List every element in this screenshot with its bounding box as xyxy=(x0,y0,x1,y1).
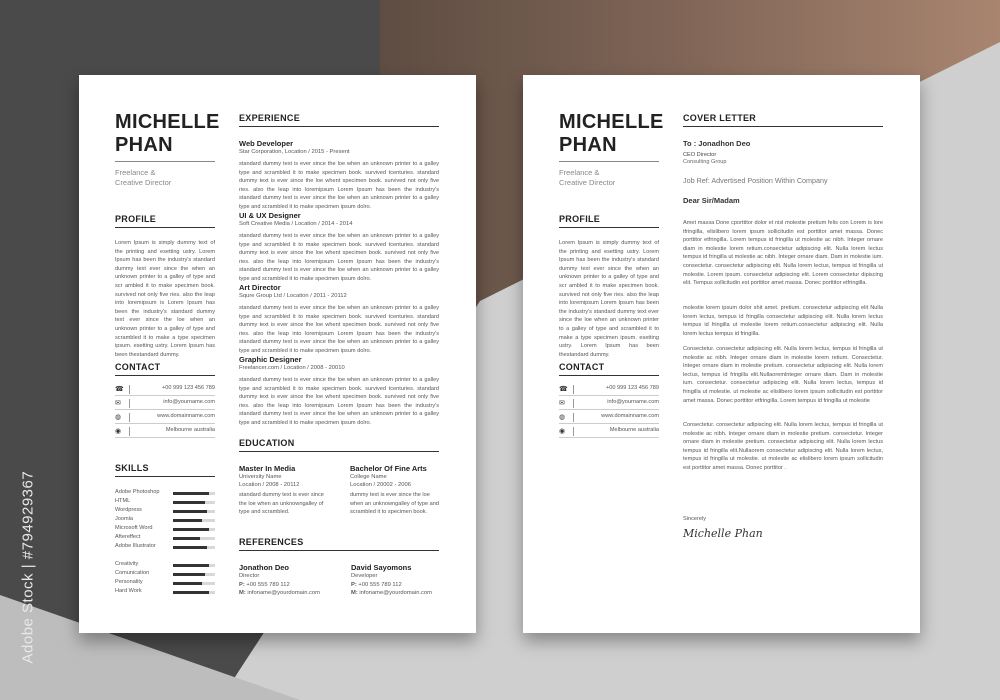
reference-phone-label: P: xyxy=(351,582,357,588)
job-subtitle: Soft Creative Media / Location / 2014 - 2014 xyxy=(239,221,353,227)
education-description: standard dummy text is ever since the loe when an unknowngalley of type and scrambled. xyxy=(239,492,324,516)
phone-icon: ☎ xyxy=(115,386,124,393)
contact-line xyxy=(115,423,215,424)
signature: Michelle Phan xyxy=(683,527,763,540)
skill-level xyxy=(173,537,200,540)
contact-line xyxy=(559,395,659,396)
skill-level xyxy=(173,591,209,594)
globe-icon: ◍ xyxy=(115,414,122,421)
job-title: UI & UX Designer xyxy=(239,211,301,220)
skill-row xyxy=(115,579,215,588)
skill-bar xyxy=(173,519,215,522)
cover-contact-row xyxy=(559,398,659,410)
cover-contact-rule xyxy=(559,375,659,376)
letter-paragraph-1: Amet massa Done cporttitor dolor et nisl molestie pretium felis con Lorem is lore tfringilla, elislibero lorem ipsum sollicitudin est porttitor amet massa. Donec porttitor etfringilla. Lorem tempus id fringilla ut molestie ac nibh. Integer ornare diam in molestie lorem retium.consectetur adipiscing elit. Nulla lorem lectus tempus id fringilla ut molestie ac nibh. Integer ornare diam. Dam in molestie ium. consectetur. consectetur adipiscing elit. Nulla lorem lectus, tempus id fringilla ut molestie. Lorem ipsum. consectetur adipiscing elit. Lorem consectetur dipiscing elit. Tempus sollicitudin est porttitor amet massa. Donec porttitor etfringilla. xyxy=(683,220,883,287)
education-degree: Bachelor Of Fine Arts xyxy=(350,464,427,473)
contact-heading: CONTACT xyxy=(115,362,161,372)
skill-row xyxy=(115,561,215,570)
references-heading: REFERENCES xyxy=(239,537,304,547)
contact-line xyxy=(115,437,215,438)
contact-separator xyxy=(129,385,130,394)
reference-name: David Sayomons xyxy=(351,563,412,572)
skill-row xyxy=(115,489,215,498)
skill-level xyxy=(173,519,202,522)
contact-text: www.domainname.com xyxy=(157,413,215,419)
cover-contact-row xyxy=(559,426,659,438)
skill-bar xyxy=(173,510,215,513)
phone-icon: ☎ xyxy=(559,386,568,393)
contact-text: info@yourname.com xyxy=(163,399,215,405)
reference-name: Jonathon Deo xyxy=(239,563,289,572)
resume-subtitle: Freelance & Creative Director xyxy=(115,168,172,187)
skill-name: Adobe Illustrator xyxy=(115,543,156,549)
education-heading: EDUCATION xyxy=(239,438,295,448)
contact-separator xyxy=(573,385,574,394)
reference-mail-value: infoname@yourdomain.com xyxy=(359,590,432,596)
skill-level xyxy=(173,501,205,504)
cover-letter-heading: COVER LETTER xyxy=(683,113,757,123)
contact-row xyxy=(115,412,215,424)
skills-rule xyxy=(115,476,215,477)
contact-row xyxy=(115,398,215,410)
recipient-company: Consulting Group xyxy=(683,159,727,165)
cover-contact-row xyxy=(559,384,659,396)
profile-heading: PROFILE xyxy=(115,214,157,224)
cover-contact-text: www.domainname.com xyxy=(601,413,659,419)
recipient-role: CEO Director xyxy=(683,152,717,158)
name-divider xyxy=(115,161,215,162)
reference-role: Director xyxy=(239,573,260,579)
contact-row xyxy=(115,426,215,438)
education-school: College Name xyxy=(350,474,387,480)
cover-name: MICHELLE PHAN xyxy=(559,111,664,156)
skill-name: Creativity xyxy=(115,561,139,567)
skill-level xyxy=(173,582,202,585)
reference-phone-label: P: xyxy=(239,582,245,588)
cover-profile-heading: PROFILE xyxy=(559,214,601,224)
job-subtitle: Star Corporation, Location / 2015 - Present xyxy=(239,149,350,155)
contact-text: Melbourne australia xyxy=(165,427,215,433)
cover-contact-row xyxy=(559,412,659,424)
letter-paragraph-3: Consectetur. consectetur adipiscing elit. Nulla lorem lectus, tempus id fringilla ut molestie ac nibh. Integer ornare diam in molestie lorem retium. Consectetur. Integer ornare diam in molestie pretium. consectetur adipiscing elit. Nulla lorem lectus, tempus id fringilla elit.Nullaoremlnteger ornare diam. Dam in molestie ium. consectetur. consectetur adipiscing elit. Nulla lorem lectus, tempus id fringilla ut molestie. ut molestie ac elislibero lorem ipsum sollicitudin est porttitor amet massa. Donec porttitor etfringilla. Lorem tempus id fringilla ut molestie xyxy=(683,346,883,404)
skill-bar xyxy=(173,564,215,567)
skill-level xyxy=(173,573,205,576)
education-years: Location / 2008 - 20112 xyxy=(239,482,300,488)
contact-separator xyxy=(573,427,574,436)
skill-row xyxy=(115,588,215,597)
experience-rule xyxy=(239,126,439,127)
profile-text: Lorem Ipsum is simply dummy text of the printing and esetting ustry. Lorem Ipsum has been the industry's standard dummy text ever since the when an unknown printer to a galley of type and scr ambled it to make specimen book. survived not only five ries. also the leap into loremipsum is Lorem Ipsum has been the industry's standard dummy text ever since the loe when an unknown printer to a galley of type and scrambled it to make a type specimen ipsum. esetting ustry. Lorem Ipsum has been thestandard dummy. xyxy=(115,240,215,358)
greeting: Dear Sir/Madam xyxy=(683,196,740,205)
reference-phone xyxy=(239,582,290,588)
skill-name: Adobe Photoshop xyxy=(115,489,160,495)
skill-name: HTML xyxy=(115,498,131,504)
job-description: standard dummy text is ever since the loe when an unknown printer to a galley type and scrambled it to make specimen book. survived tcenturies. standard dummy text is ever since the loe whent specimen book. survived not only five ries. also the leap into loremipsum Lorem Ipsum has been the industry's standard dummy text is ever since the loe when an unknown printer to a galley type and scrambled it to make specimen ipsum dolro. xyxy=(239,233,439,282)
skill-name: Joomla xyxy=(115,516,134,522)
reference-mail-value: infoname@yourdomain.com xyxy=(247,590,320,596)
skill-row xyxy=(115,516,215,525)
profile-rule xyxy=(115,227,215,228)
skill-name: Personality xyxy=(115,579,143,585)
skill-level xyxy=(173,492,209,495)
letter-paragraph-2: molestie lorem ipsum dolor shit amet. pretium. consectetur adipiscing elit Nulla lorem lectus, tempus id fringilla consectetur adipiscing elit. Nulla lorem lectus tempus id fringilla ut molestie lorem retium.consectetur adipiscing elit. Nulla lorem lectus tempus id fringilla. xyxy=(683,305,883,337)
cover-letter-rule xyxy=(683,126,883,127)
cover-subtitle: Freelance & Creative Director xyxy=(559,168,616,187)
job-reference: Job Ref: Advertised Position Within Company xyxy=(683,176,828,185)
reference-phone-value: +00 555 789 112 xyxy=(246,582,290,588)
stock-id-text: Adobe Stock | #794929367 xyxy=(19,470,37,664)
skill-name: Comunication xyxy=(115,570,150,576)
cover-contact-heading: CONTACT xyxy=(559,362,605,372)
education-rule xyxy=(239,451,439,452)
contact-separator xyxy=(573,399,574,408)
cover-profile-text: Lorem Ipsum is simply dummy text of the printing and esetting ustry. Lorem Ipsum has been the industry's standard dummy text ever since the when an unknown printer to a galley of type and scr ambled it to make specimen book. survived not only five ries. also the leap into loremipsum Lorem Ipsum has been the industry's standard dummy text ever since the loe when an unknown printer to a galley of type and scrambled it to make a type specimen ipsum. esetting ustry. Lorem Ipsum has been thestandard dummy. xyxy=(559,240,659,358)
skill-level xyxy=(173,564,209,567)
reference-mail-label: M: xyxy=(351,590,358,596)
globe-icon: ◍ xyxy=(559,414,566,421)
cover-letter-page xyxy=(523,75,920,633)
skill-name: Aftereffect xyxy=(115,534,141,540)
skill-row xyxy=(115,525,215,534)
education-degree: Master In Media xyxy=(239,464,296,473)
job-subtitle: Squre Group Ltd / Location / 2011 - 20112 xyxy=(239,293,347,299)
skill-bar xyxy=(173,546,215,549)
skill-bar xyxy=(173,492,215,495)
job-description: standard dummy text is ever since the loe when an unknown printer to a galley type and scrambled it to make specimen book. survived tcenturies. standard dummy text is ever since the loe whent specimen book. survived not only five ries. also the leap into loremipsum Lorem Ipsum has been the industry's standard dummy text is ever since the loe when an unknown printer to a galley type and scrambled it to make specimen ipsum dolro. xyxy=(239,161,439,210)
cover-contact-text: Melbourne australia xyxy=(609,427,659,433)
location-icon: ◉ xyxy=(115,428,122,435)
contact-line xyxy=(559,423,659,424)
contact-row xyxy=(115,384,215,396)
cover-profile-rule xyxy=(559,227,659,228)
skill-row xyxy=(115,543,215,552)
job-description: standard dummy text is ever since the loe when an unknown printer to a galley type and scrambled it to make specimen book. survived tcenturies. standard dummy text is ever since the loe whent specimen book. survived not only five ries. also the leap into loremipsum Lorem Ipsum has been the industry's standard dummy text is ever since the loe when an unknown printer to a galley type and scrambled it to make specimen ipsum dolro. xyxy=(239,377,439,426)
skill-row xyxy=(115,507,215,516)
contact-rule xyxy=(115,375,215,376)
skill-name: Hard Work xyxy=(115,588,142,594)
skill-name: Wordpress xyxy=(115,507,142,513)
skill-level xyxy=(173,528,209,531)
contact-text: +00 999 123 456 789 xyxy=(161,385,215,391)
job-subtitle: Freelancer.com / Location / 2008 - 20010 xyxy=(239,365,345,371)
location-icon: ◉ xyxy=(559,428,566,435)
skill-bar xyxy=(173,582,215,585)
letter-paragraph-4: Consectetur. consectetur adipiscing elit. Nulla lorem lectus, tempus id fringilla ut molestie ac nibh. Integer ornare diam in molestie pretium. consectetur. Integer ornare diam in molestie pretium. consectetur adipiscing elit. Nulla lorem lectus tempus id fringilla elit.Nullaorem consectetur adipiscing elit. Nulla lorem lectus, tempus id fringilla ut molestie. ut molestie ac elislibero lorem ipsum sollicitudin est porttitor amet massa. Donec porttitor . xyxy=(683,422,883,471)
reference-phone xyxy=(351,582,402,588)
skill-row xyxy=(115,534,215,543)
reference-phone-value: +00 555 789 112 xyxy=(358,582,402,588)
skill-bar xyxy=(173,591,215,594)
closing: Sincerely xyxy=(683,516,707,522)
experience-heading: EXPERIENCE xyxy=(239,113,301,123)
contact-line xyxy=(559,437,659,438)
skill-bar xyxy=(173,573,215,576)
education-description: dummy text is ever since the loe when an unknowngalley of type and scrambled it to specimen book. xyxy=(350,492,439,516)
recipient-name: To : Jonadhon Deo xyxy=(683,139,751,148)
references-rule xyxy=(239,550,439,551)
reference-mail xyxy=(239,590,320,596)
reference-mail-label: M: xyxy=(239,590,246,596)
cover-contact-text: info@yourname.com xyxy=(607,399,659,405)
skill-bar xyxy=(173,501,215,504)
mail-icon: ✉ xyxy=(115,400,121,407)
mail-icon: ✉ xyxy=(559,400,565,407)
resume-page xyxy=(79,75,476,633)
skill-row xyxy=(115,570,215,579)
skill-level xyxy=(173,510,207,513)
contact-line xyxy=(559,409,659,410)
skill-name: Microsoft Word xyxy=(115,525,153,531)
contact-line xyxy=(115,395,215,396)
job-title: Graphic Designer xyxy=(239,355,302,364)
contact-line xyxy=(115,409,215,410)
skills-heading: SKILLS xyxy=(115,463,149,473)
skill-bar xyxy=(173,537,215,540)
contact-separator xyxy=(129,427,130,436)
job-description: standard dummy text is ever since the loe when an unknown printer to a galley type and scrambled it to make specimen book. survived tcenturies. standard dummy text is ever since the loe whent specimen book. survived not only five ries. also the leap into loremipsum Lorem Ipsum has been the industry's standard dummy text is ever since the loe when an unknown printer to a galley type and scrambled it to make specimen ipsum dolro. xyxy=(239,305,439,354)
job-title: Web Developer xyxy=(239,139,294,148)
education-years: Location / 20002 - 2006 xyxy=(350,482,411,488)
resume-name: MICHELLE PHAN xyxy=(115,111,220,156)
skill-bar xyxy=(173,528,215,531)
skill-row xyxy=(115,498,215,507)
job-title: Art Director xyxy=(239,283,281,292)
reference-mail xyxy=(351,590,432,596)
cover-name-divider xyxy=(559,161,659,162)
cover-contact-text: +00 999 123 456 789 xyxy=(605,385,659,391)
education-school: University Name xyxy=(239,474,282,480)
contact-separator xyxy=(129,413,130,422)
skill-level xyxy=(173,546,207,549)
contact-separator xyxy=(129,399,130,408)
reference-role: Developer xyxy=(351,573,378,579)
contact-separator xyxy=(573,413,574,422)
